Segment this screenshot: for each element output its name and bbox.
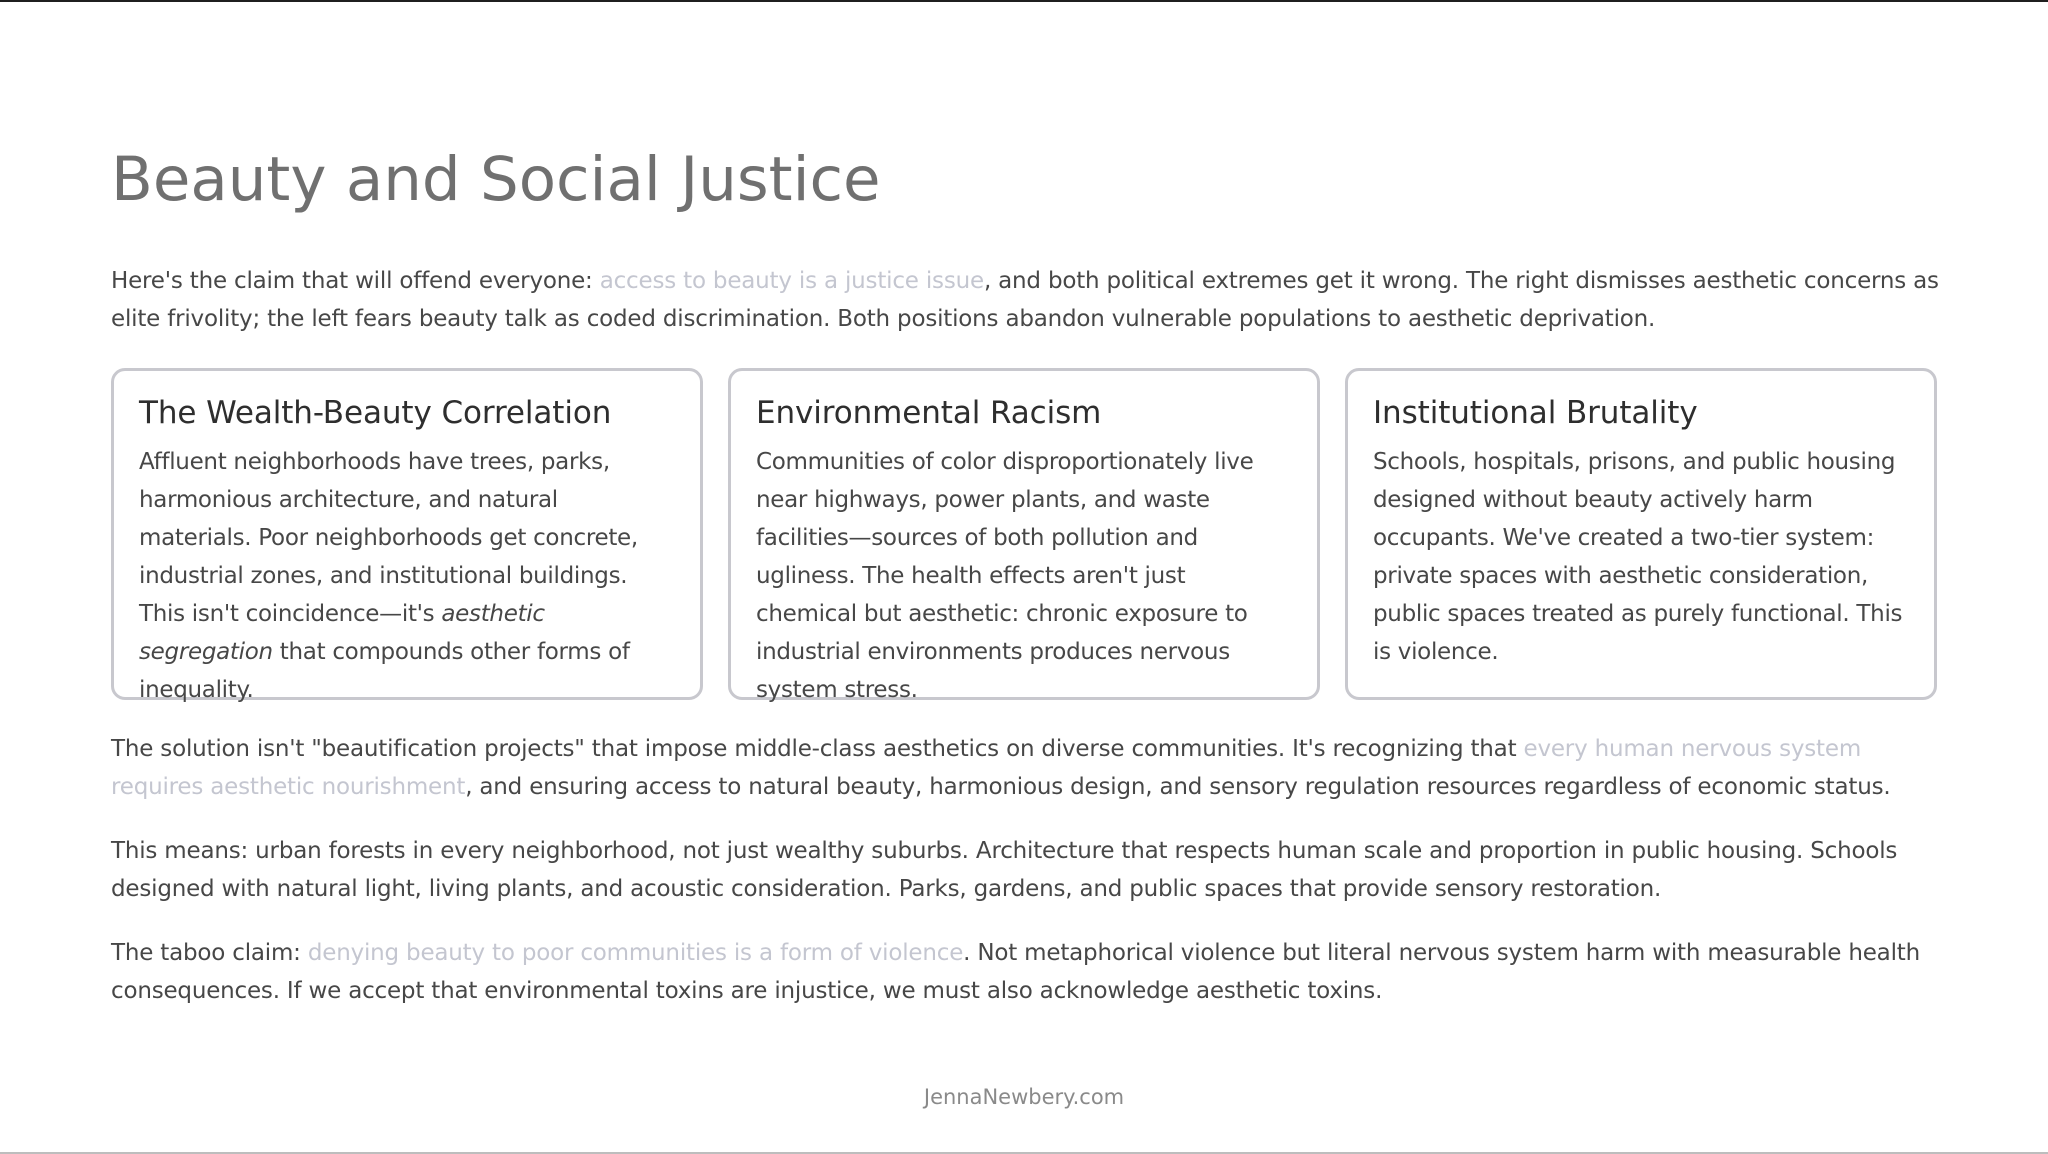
- page-title: Beauty and Social Justice: [111, 144, 881, 215]
- card-body: [139, 443, 676, 709]
- card-body-emphasis: aesthetic segregation: [139, 601, 545, 665]
- taboo-highlight: denying beauty to poor communities is a form of violence: [307, 940, 964, 966]
- card-institutional-brutality: [1345, 368, 1937, 700]
- card-title: The Wealth-Beauty Correlation: [139, 395, 612, 431]
- taboo-paragraph: [111, 934, 1941, 1010]
- top-border: [0, 0, 2048, 2]
- solution-highlight: every human nervous system requires aesthetic nourishment: [111, 736, 1862, 800]
- card-body: Communities of color disproportionately live near highways, power plants, and waste facilities—sources of both pollution and ugliness. The health effects aren't just chemical but aesthetic: chronic exposure to industrial environments produces nervous system stress.: [756, 449, 1254, 703]
- card-body-after: that compounds other forms of inequality.: [139, 639, 630, 703]
- intro-highlight: access to beauty is a justice issue: [599, 268, 984, 294]
- solution-text-before: The solution isn't "beautification projects" that impose middle-class aesthetics on diverse communities. It's recognizing that: [111, 736, 1524, 762]
- cards-row: [111, 368, 1937, 703]
- card-title: Environmental Racism: [756, 395, 1102, 431]
- card-body-before: Affluent neighborhoods have trees, parks, harmonious architecture, and natural materials. Poor neighborhoods get concrete, industrial zones, and institutional buildings. This isn't coincidence—it's: [139, 449, 638, 627]
- card-wealth-beauty: [111, 368, 703, 703]
- intro-paragraph: [111, 262, 1941, 338]
- taboo-text-before: The taboo claim:: [111, 940, 308, 966]
- intro-text-before: Here's the claim that will offend everyone:: [111, 268, 600, 294]
- footer-site-name: JennaNewbery.com: [923, 1085, 1125, 1109]
- solution-text-after: , and ensuring access to natural beauty, harmonious design, and sensory regulation resources regardless of economic status.: [465, 774, 1891, 800]
- intro-text-after: , and both political extremes get it wrong. The right dismisses aesthetic concerns as elite frivolity; the left fears beauty talk as coded discrimination. Both positions abandon vulnerable populations to aesthetic deprivation.: [111, 268, 1939, 332]
- slide-content: [111, 140, 1941, 1004]
- card-body: Schools, hospitals, prisons, and public housing designed without beauty actively harm occupants. We've created a two-tier system: private spaces with aesthetic consideration, public spaces treated as purely functional. This is violence.: [1373, 449, 1903, 665]
- card-title: Institutional Brutality: [1373, 395, 1698, 431]
- solution-paragraph: [111, 730, 1941, 806]
- card-environmental-racism: [728, 368, 1320, 703]
- taboo-text-after: . Not metaphorical violence but literal nervous system harm with measurable health consequences. If we accept that environmental toxins are injustice, we must also acknowledge aesthetic toxins.: [111, 940, 1920, 1004]
- means-paragraph: This means: urban forests in every neighborhood, not just wealthy suburbs. Architecture that respects human scale and proportion in public housing. Schools designed with natural light, living plants, and acoustic consideration. Parks, gardens, and public spaces that provide sensory restoration.: [111, 838, 1898, 902]
